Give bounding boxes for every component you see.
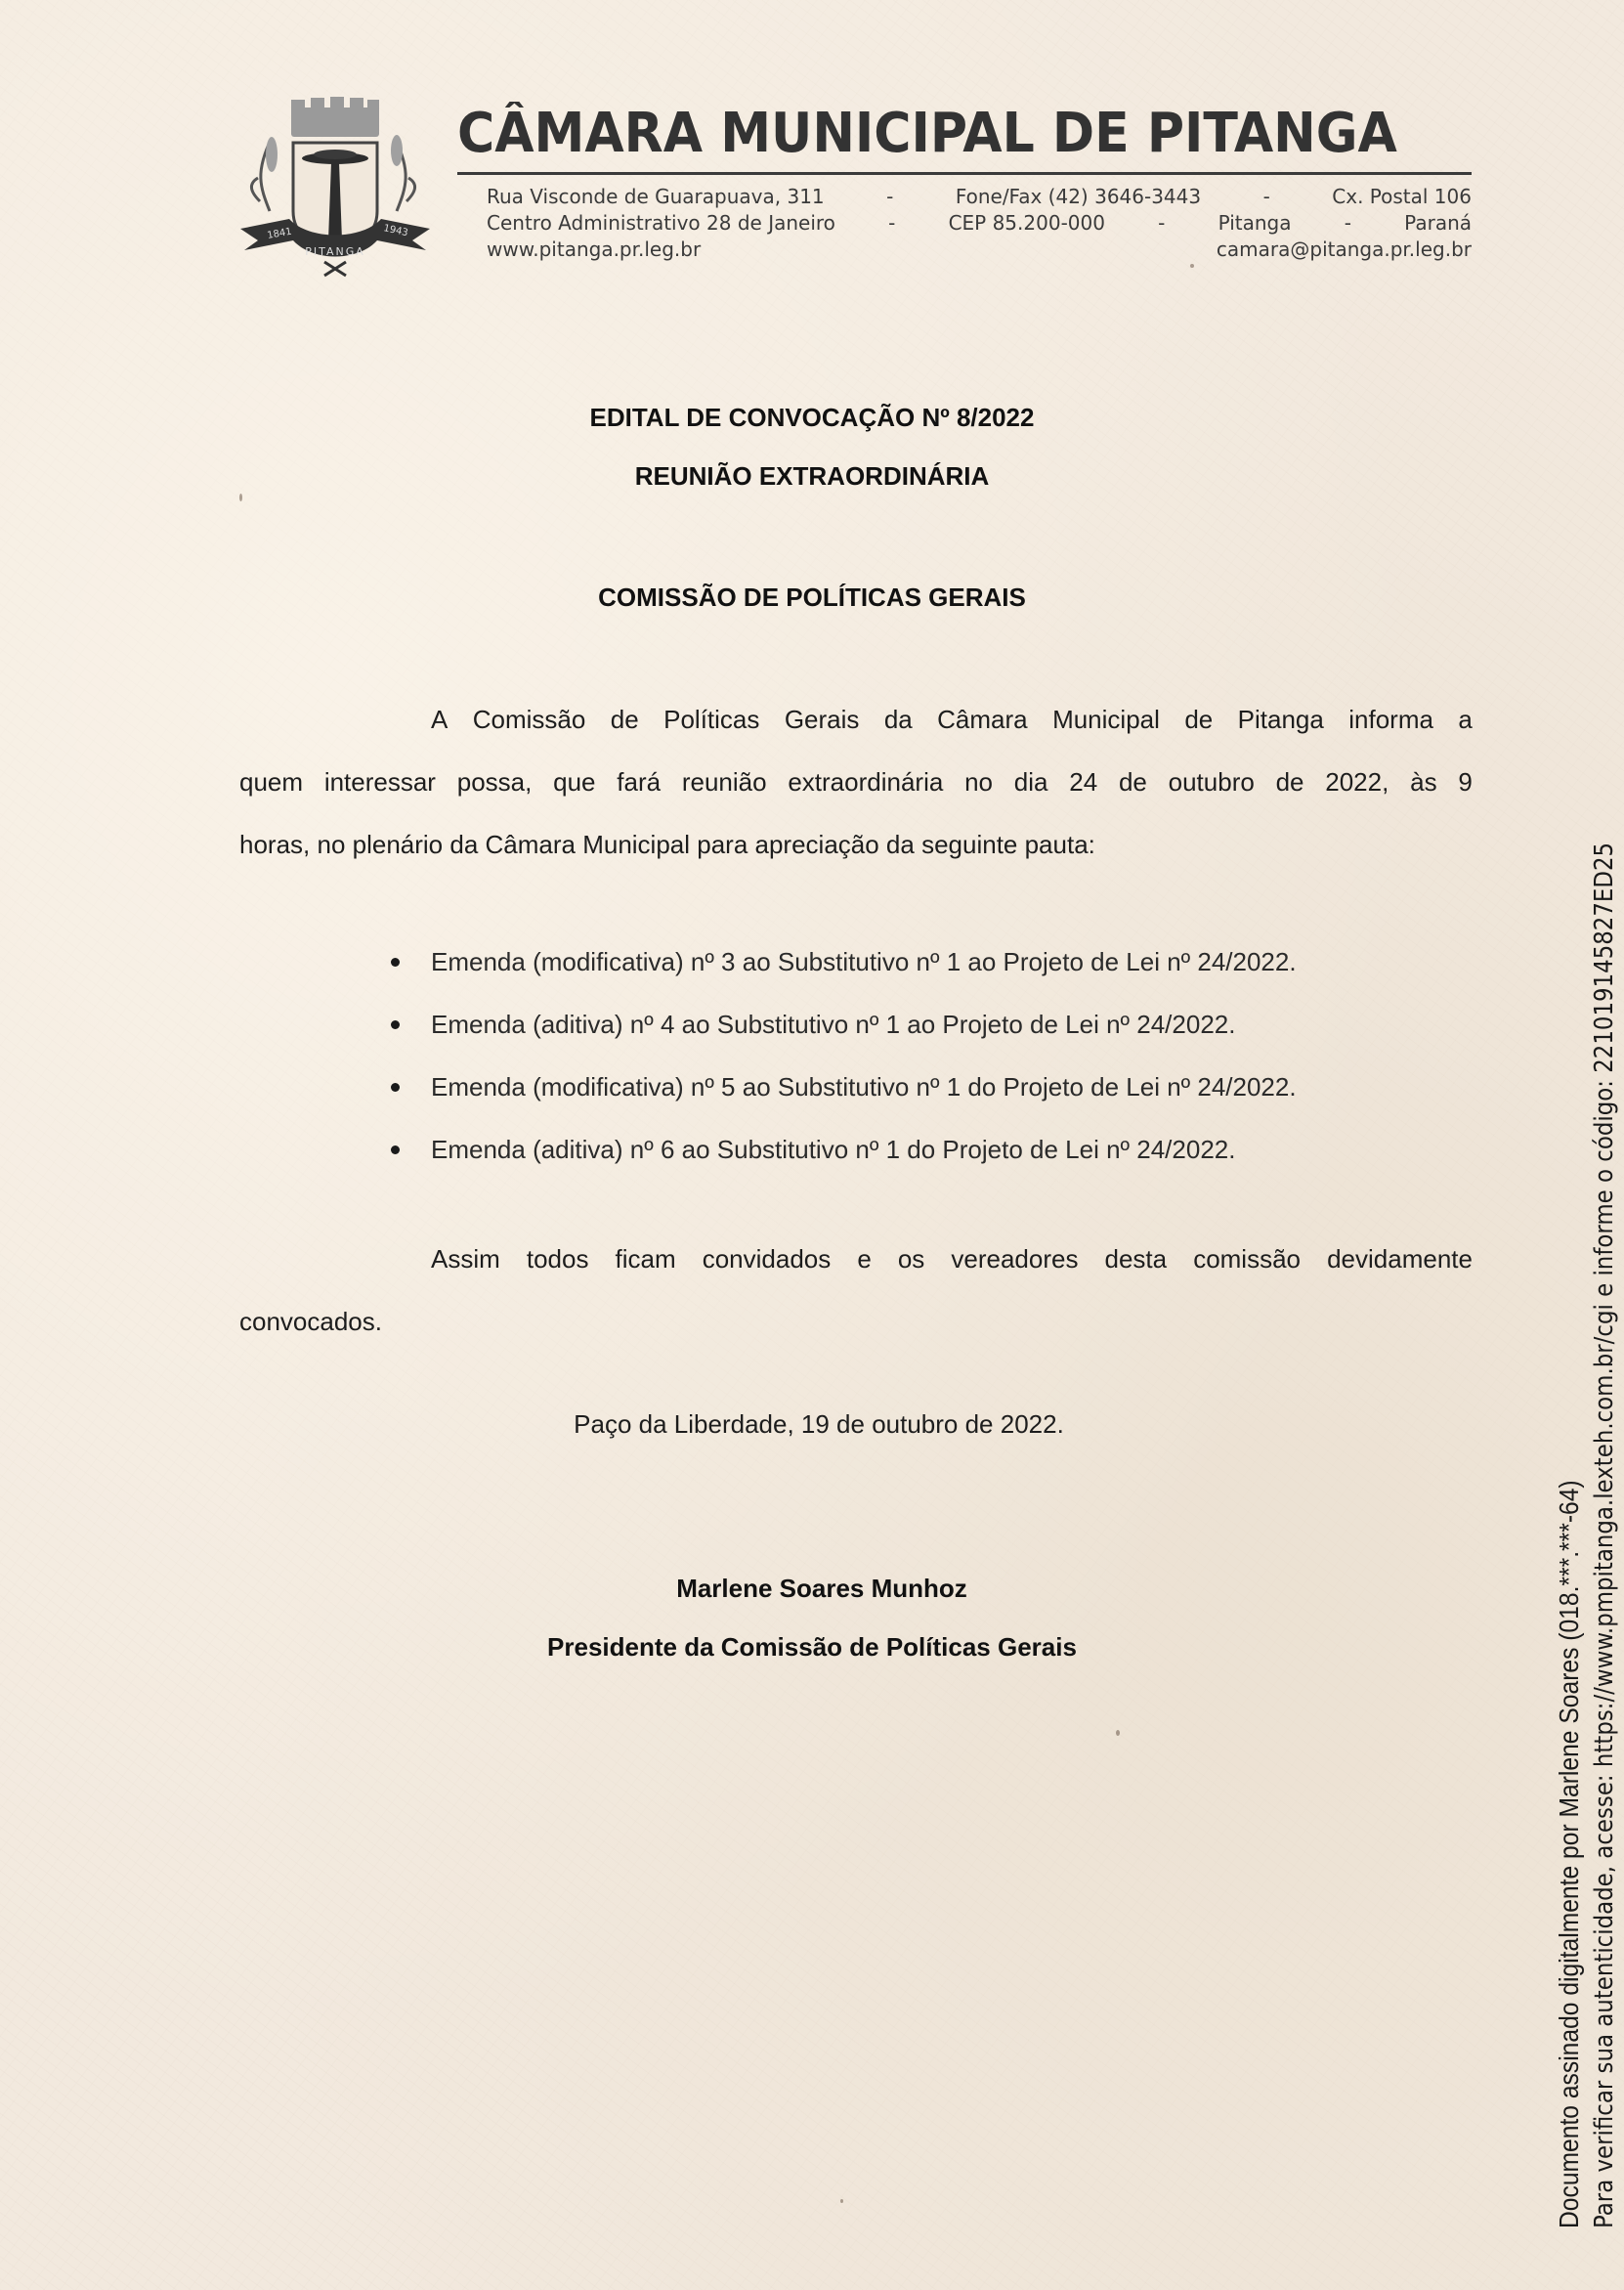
word: da <box>883 705 913 734</box>
word: Pitanga <box>1237 705 1324 734</box>
word: convidados <box>702 1244 832 1274</box>
state: Paraná <box>1404 211 1472 235</box>
word: extraordinária <box>788 767 944 797</box>
agenda-item-text: Emenda (aditiva) nº 6 ao Substitutivo nº 1 do Projeto de Lei nº 24/2022. <box>431 1135 1236 1164</box>
meeting-type: REUNIÃO EXTRAORDINÁRIA <box>634 461 990 491</box>
ribbon-right-date: 1943 <box>382 223 409 239</box>
word: 2022, <box>1325 767 1389 797</box>
scan-speck <box>1190 264 1194 268</box>
word: os <box>897 1244 925 1274</box>
word: Câmara <box>937 705 1028 734</box>
word: 9 <box>1458 767 1473 797</box>
word: a <box>1458 705 1473 734</box>
zip-code: CEP 85.200-000 <box>948 211 1105 235</box>
agenda-item <box>391 930 1485 993</box>
word: dia <box>1013 767 1048 797</box>
word: quem <box>239 767 304 797</box>
paragraph-line <box>239 688 1473 751</box>
agenda-item <box>391 1118 1485 1181</box>
agenda-list <box>391 930 1485 1181</box>
word: devidamente <box>1327 1244 1473 1274</box>
word: no <box>964 767 994 797</box>
letterhead <box>231 94 1472 289</box>
agenda-item-text: Emenda (aditiva) nº 4 ao Substitutivo nº 1 ao Projeto de Lei nº 24/2022. <box>431 1010 1236 1039</box>
bullet-icon <box>391 1020 400 1029</box>
word: todos <box>526 1244 589 1274</box>
paragraph-line <box>239 1228 1473 1290</box>
bullet-icon <box>391 958 400 967</box>
signer-name: Marlene Soares Munhoz <box>676 1574 967 1603</box>
address: Rua Visconde de Guarapuava, 311 <box>487 185 825 208</box>
closing-paragraph <box>239 1228 1473 1353</box>
scan-speck <box>239 494 242 501</box>
agenda-item <box>391 993 1485 1056</box>
postal-box: Cx. Postal 106 <box>1332 185 1472 208</box>
bullet-icon <box>391 1145 400 1154</box>
committee-name: COMISSÃO DE POLÍTICAS GERAIS <box>598 583 1026 612</box>
place-and-date: Paço da Liberdade, 19 de outubro de 2022. <box>574 1409 1064 1439</box>
digital-signature-line: Documento assinado digitalmente por Marlene Soares (018.***.***-64) <box>1554 1480 1584 2228</box>
word: Municipal <box>1052 705 1160 734</box>
word: de <box>1184 705 1214 734</box>
word: fará <box>617 767 662 797</box>
word: A <box>431 705 449 734</box>
ribbon-text: PITANGA <box>305 245 365 258</box>
word: de <box>610 705 639 734</box>
word: informa <box>1348 705 1433 734</box>
word: Assim <box>431 1244 500 1274</box>
paragraph-line <box>239 751 1473 813</box>
digital-signature-stamp <box>1551 654 1619 2229</box>
website-link[interactable]: www.pitanga.pr.leg.br <box>487 238 702 261</box>
paragraph-line: convocados. <box>239 1307 382 1336</box>
word: de <box>1275 767 1304 797</box>
admin-center: Centro Administrativo 28 de Janeiro <box>487 211 835 235</box>
separator: - <box>886 185 894 208</box>
verification-line[interactable]: Para verificar sua autenticidade, acesse: https://www.pmpitanga.lexteh.com.br/cgi e informe o código: 221019145827ED25 <box>1590 842 1619 2228</box>
agenda-item <box>391 1056 1485 1118</box>
phone-fax: Fone/Fax (42) 3646-3443 <box>955 185 1202 208</box>
contact-row-address <box>487 184 1472 210</box>
word: comissão <box>1193 1244 1302 1274</box>
email-link[interactable]: camara@pitanga.pr.leg.br <box>1216 238 1472 261</box>
separator: - <box>1158 211 1166 235</box>
word: às <box>1410 767 1437 797</box>
word: Gerais <box>784 705 860 734</box>
separator: - <box>888 211 896 235</box>
contact-row-center <box>487 210 1472 237</box>
word: Políticas <box>663 705 760 734</box>
intro-paragraph <box>239 688 1473 876</box>
word: desta <box>1104 1244 1168 1274</box>
edital-title: EDITAL DE CONVOCAÇÃO Nº 8/2022 <box>589 403 1035 432</box>
separator: - <box>1344 211 1351 235</box>
coat-of-arms-icon <box>231 94 436 289</box>
scan-speck <box>1116 1730 1120 1736</box>
separator: - <box>1262 185 1270 208</box>
word: possa, <box>456 767 533 797</box>
word: que <box>553 767 596 797</box>
bullet-icon <box>391 1083 400 1092</box>
word: 24 <box>1069 767 1098 797</box>
scan-speck <box>840 2199 843 2203</box>
ribbon-left-date: 1841 <box>266 226 293 241</box>
word: outubro <box>1168 767 1255 797</box>
city: Pitanga <box>1218 211 1292 235</box>
word: e <box>857 1244 872 1274</box>
contact-info <box>487 184 1472 263</box>
word: interessar <box>323 767 436 797</box>
paragraph-line: horas, no plenário da Câmara Municipal para apreciação da seguinte pauta: <box>239 830 1095 859</box>
agenda-item-text: Emenda (modificativa) nº 3 ao Substitutivo nº 1 ao Projeto de Lei nº 24/2022. <box>431 947 1297 976</box>
signer-role: Presidente da Comissão de Políticas Gerais <box>547 1632 1077 1662</box>
contact-row-web <box>487 237 1472 263</box>
word: de <box>1118 767 1147 797</box>
word: Comissão <box>472 705 586 734</box>
word: vereadores <box>951 1244 1079 1274</box>
agenda-item-text: Emenda (modificativa) nº 5 ao Substitutivo nº 1 do Projeto de Lei nº 24/2022. <box>431 1072 1297 1102</box>
header-divider <box>457 172 1472 175</box>
organization-name: CÂMARA MUNICIPAL DE PITANGA <box>457 102 1397 165</box>
word: reunião <box>681 767 767 797</box>
word: ficam <box>615 1244 676 1274</box>
